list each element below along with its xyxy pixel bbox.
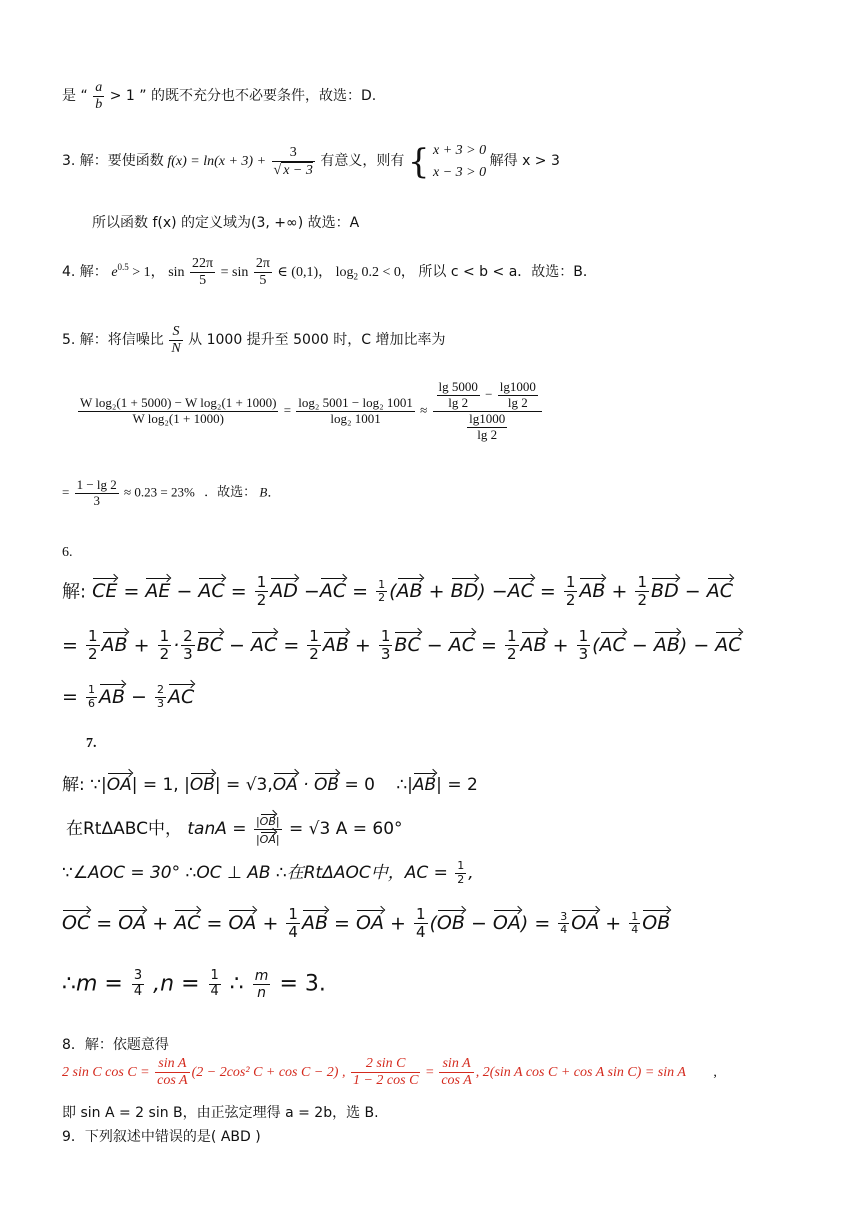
q5-frac-1: $\frac{\text{W log₂(1 + 5000) − W log₂(1 + 1000)}}{\text{W log₂(1 + 1000)}}$: [80, 394, 277, 426]
q6-line-2: = $\frac{1}{2}$ AB + $\frac{1}{2}$ · $\frac{2}{3}$ BC − AC = $\frac{1}{2}$ AB + $\frac{1}{3}$ BC − AC = $\frac{1}{2}$ AB + $\frac{1}{3}$ (AC − AB) − AC: [62, 627, 742, 664]
q7-line-3: ∵∠AOC = 30° ∴OC ⊥ AB ∴在RtΔAOC中，AC = $\frac{1}{2}$ ,: [62, 858, 474, 886]
q7-line-1: 解: ∵|OA| = 1, |OB| = √3,OA · OB = 0 ∴|AB| = 2: [62, 770, 478, 795]
q3-domain: 所以函数 f(x) 的定义域为(3, +∞) 故选：A: [92, 215, 360, 231]
q5-ratio-equation: $\frac{\text{W log₂(1 + 5000) − W log₂(1 + 1000)}}{\text{W log₂(1 + 1000)}}$ = $\frac{\text{log₂ 5001 − log₂ 1001}}{\text{log₂ 1001}}$ ≈ $\frac{\lg 5000}{\lg 2}$ − $\frac{\lg 1000}{\lg 2}$ $\frac{\lg 1000}{\lg 2}$: [76, 380, 544, 443]
q7-line-5: ∴m = $\frac{3}{4}$ ,n = $\frac{1}{4}$ ∴ $\frac{m}{n}$ = 3.: [62, 968, 326, 1002]
q2-prefix: 是 “: [62, 87, 88, 104]
a-over-b-fraction: $\frac{a}{b}$: [95, 80, 103, 113]
inequality-system: x + 3 > 0 x − 3 > 0: [433, 143, 487, 180]
q5-result-fraction: $\frac{1 - \lg 2}{3}$: [76, 477, 117, 508]
q2-suffix: > 1 ” 的既不充分也不必要条件，故选：D.: [109, 87, 377, 104]
q5-result: = $\frac{1 - \lg 2}{3}$ ≈ 0.23 = 23% ．故选： B．: [62, 477, 281, 508]
q8-label: 8．解：依题意得: [62, 1037, 169, 1053]
q8-result: 即 sin A = 2 sin B，由正弦定理得 a = 2b，选 B.: [62, 1105, 379, 1121]
q4-frac-2pi: $\frac{2\pi}{5}$: [255, 256, 270, 289]
q6-line-1: 解: CE = AE − AC = $\frac{1}{2}$ AD −AC = $\frac{1}{2}$ (AB + BD) −AC = $\frac{1}{2}$ AB + $\frac{1}{2}$ BD − AC: [62, 573, 733, 610]
q3-fraction: $\frac{3}{√ x - 3}$: [273, 144, 313, 178]
q3-function: f(x) = ln(x + 3) +: [167, 154, 267, 170]
q5-frac-3: $\frac{\lg 5000}{\lg 2}$ − $\frac{\lg 1000}{\lg 2}$ $\frac{\lg 1000}{\lg 2}$: [433, 380, 542, 443]
q8-equations: 2 sin C cos C = $\frac{\text{sin A}}{\text{cos A}}$ (2 − 2cos² C + cos C − 2) , $\frac{\text{2 sin C}}{\text{1 − 2 cos C}}$ = $\frac{\text{sin A}}{\text{cos A}}$ , 2(sin A cos C + cos A sin C) = sin A ,: [62, 1056, 717, 1089]
q4-line: 4. 解： $e^{0.5} > 1$， sin $\frac{22\pi}{5}$ = sin $\frac{2\pi}{5}$ ∈ (0,1)， $\log_2 0.2 < 0$， 所以 c < b < a．故选：B．: [62, 256, 597, 289]
q7-line-4: OC = OA + AC = OA + $\frac{1}{4}$ AB = OA + $\frac{1}{4}$ (OB − OA) = $\frac{3}{4}$ OA + $\frac{1}{4}$ OB: [62, 905, 671, 942]
s-over-n-fraction: $\frac{S}{N}$: [171, 324, 181, 357]
q2-conclusion: [62, 80, 376, 113]
system-brace: {: [407, 142, 430, 182]
q6-line-3: = $\frac{1}{6}$ AB − $\frac{2}{3}$ AC: [62, 683, 195, 710]
q9-question: 9．下列叙述中错误的是( ABD ): [62, 1129, 261, 1145]
q7-label: 7.: [86, 736, 97, 751]
q5-frac-2: $\frac{\text{log₂ 5001 − log₂ 1001}}{\text{log₂ 1001}}$: [298, 394, 413, 426]
q5-line: 5. 解：将信噪比 $\frac{S}{N}$ 从 1000 提升至 5000 时，C 增加比率为: [62, 324, 446, 357]
q4-frac-22pi: $\frac{22\pi}{5}$: [192, 256, 214, 289]
q3-line: 3. 解：要使函数 f(x) = ln(x + 3) + $\frac{3}{√ x - 3}$ 有意义，则有 { x + 3 > 0 x − 3 > 0 解得 x > 3: [62, 142, 560, 182]
q7-line-2: 在RtΔABC中， tanA = $\frac{|OB|}{|OA|}$ = √3 A = 60°: [66, 812, 403, 846]
q6-label: 6.: [62, 545, 73, 560]
